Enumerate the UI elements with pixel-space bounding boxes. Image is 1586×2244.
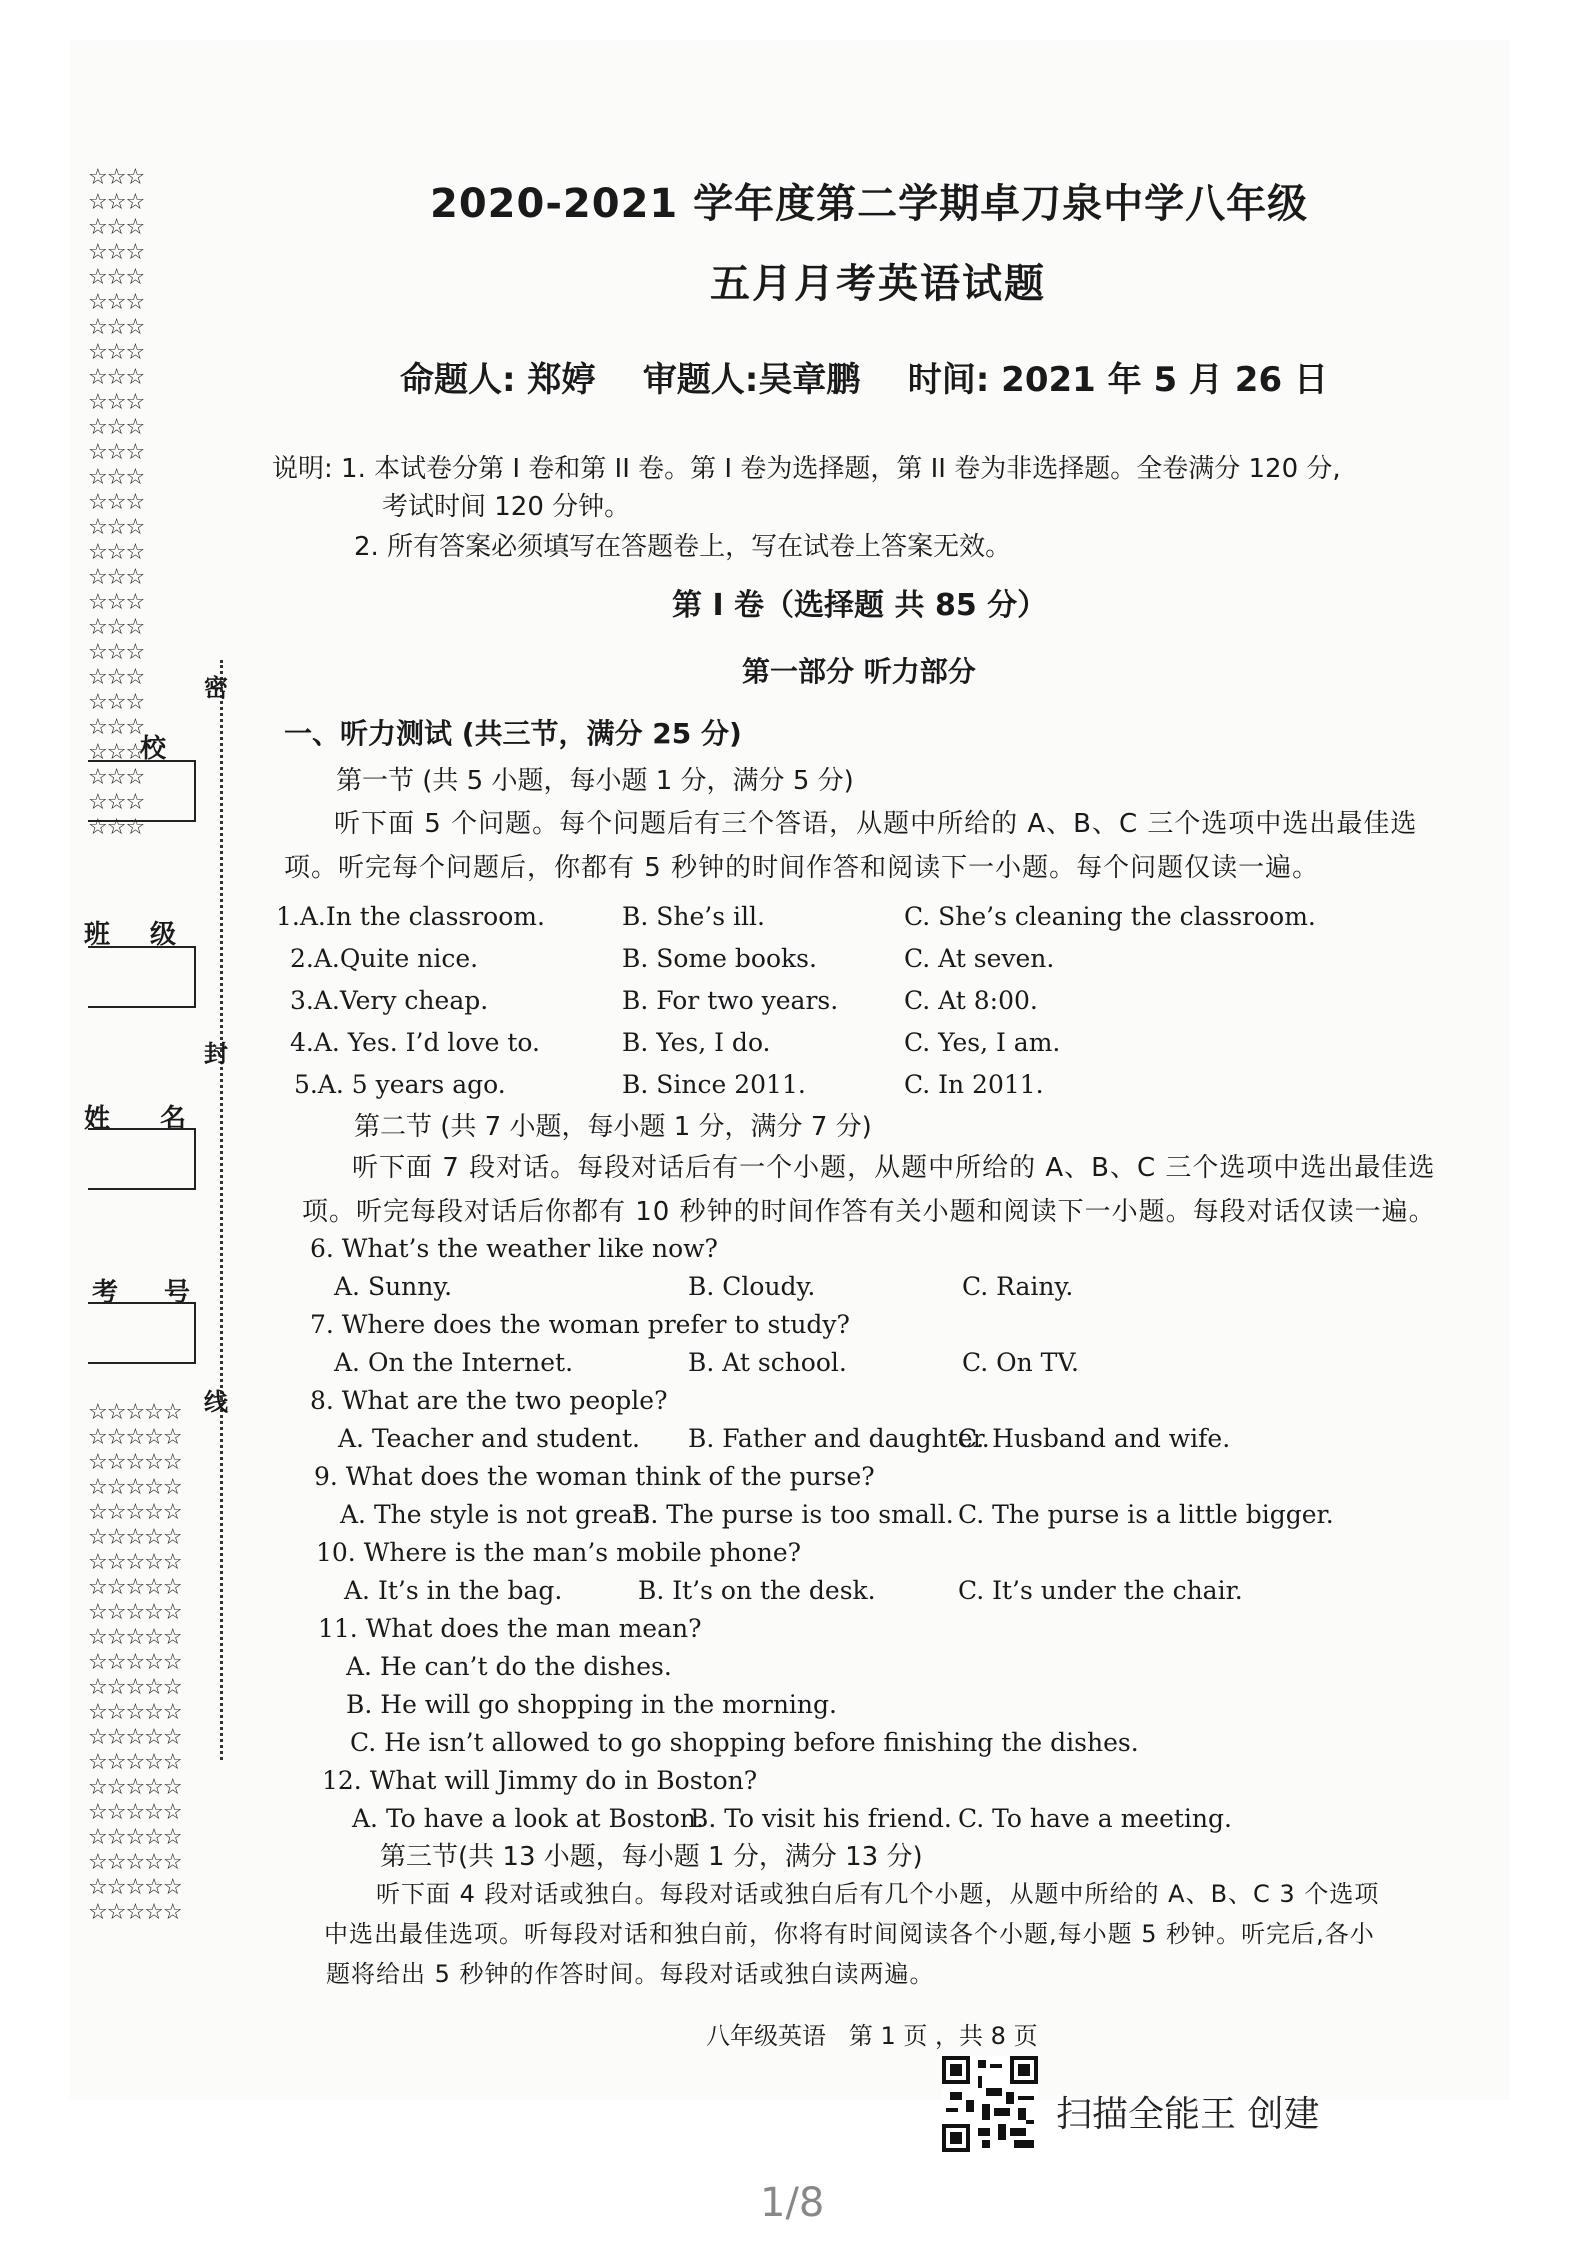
q10: 10. Where is the man’s mobile phone?: [316, 1538, 802, 1567]
part-title: 第一部分 听力部分: [742, 655, 976, 688]
section1-desc-line2: 项。听完每个问题后，你都有 5 秒钟的时间作答和阅读下一小题。每个问题仅读一遍。: [284, 853, 1320, 883]
q8-a: A. Teacher and student.: [338, 1424, 641, 1453]
q11: 11. What does the man mean?: [318, 1614, 702, 1643]
instruction-1b: 考试时间 120 分钟。: [382, 492, 631, 522]
s1-item4-b: B. Yes, I do.: [622, 1028, 771, 1057]
q7: 7. Where does the woman prefer to study?: [310, 1310, 850, 1339]
q9-b: B. The purse is too small.: [632, 1500, 954, 1529]
qr-code-icon: [942, 2056, 1038, 2152]
exam-no-label-b: 号: [164, 1278, 221, 1308]
q9-a: A. The style is not great.: [340, 1500, 651, 1529]
s1-item5-c: C. In 2011.: [904, 1070, 1044, 1099]
page-footer: 八年级英语 第 1 页 ，共 8 页: [706, 2022, 1038, 2050]
q6: 6. What’s the weather like now?: [310, 1234, 718, 1263]
exam-no-box: [88, 1302, 196, 1364]
q12: 12. What will Jimmy do in Boston?: [322, 1766, 758, 1795]
class-box: [88, 946, 196, 1008]
s1-item3-c: C. At 8:00.: [904, 986, 1038, 1015]
scanner-watermark: 扫描全能王 创建: [1056, 2094, 1320, 2135]
q8: 8. What are the two people?: [310, 1386, 668, 1415]
s1-item5-b: B. Since 2011.: [622, 1070, 806, 1099]
seal-char-1: 密: [204, 674, 228, 702]
exam-authors: 命题人: 郑婷 审题人:吴章鹏 时间: 2021 年 5 月 26 日: [400, 360, 1328, 400]
volume-title: 第 I 卷（选择题 共 85 分）: [672, 588, 1048, 623]
exam-title-line2: 五月月考英语试题: [710, 261, 1046, 307]
decorative-stars-top: ☆☆☆ ☆☆☆ ☆☆☆ ☆☆☆ ☆☆☆ ☆☆☆ ☆☆☆ ☆☆☆ ☆☆☆ ☆☆☆ ☆☆☆ ☆☆☆ ☆☆☆ ☆☆☆ ☆☆☆ ☆☆☆ ☆☆☆ ☆☆☆ ☆☆☆ ☆☆☆ ☆☆☆ ☆☆☆ ☆☆☆ ☆☆☆ ☆☆☆ ☆☆☆ ☆☆☆: [88, 165, 145, 840]
q9-c: C. The purse is a little bigger.: [958, 1500, 1334, 1529]
page-indicator: 1/8: [760, 2180, 825, 2226]
listening-title: 一、听力测试 (共三节，满分 25 分): [284, 717, 742, 750]
s1-item5-a: 5.A. 5 years ago.: [294, 1070, 506, 1099]
name-label-b: 名: [160, 1104, 217, 1134]
q6-a: A. Sunny.: [334, 1272, 453, 1301]
seal-char-2: 封: [204, 1040, 228, 1068]
s1-item1-b: B. She’s ill.: [622, 902, 765, 931]
q12-a: A. To have a look at Boston.: [352, 1804, 704, 1833]
q10-a: A. It’s in the bag.: [344, 1576, 563, 1605]
s1-item4-a: 4.A. Yes. I’d love to.: [290, 1028, 540, 1057]
section3-desc-line2: 中选出最佳选项。听每段对话和独白前，你将有时间阅读各个小题,每小题 5 秒钟。听完后,各小: [324, 1920, 1375, 1948]
s1-item1-c: C. She’s cleaning the classroom.: [904, 902, 1316, 931]
q10-c: C. It’s under the chair.: [958, 1576, 1243, 1605]
s1-item1-a: 1.A.In the classroom.: [276, 902, 545, 931]
seal-dotted-line: [220, 660, 223, 1760]
s1-item3-b: B. For two years.: [622, 986, 839, 1015]
q12-b: B. To visit his friend.: [690, 1804, 952, 1833]
decorative-stars-bottom: ☆☆☆☆☆ ☆☆☆☆☆ ☆☆☆☆☆ ☆☆☆☆☆ ☆☆☆☆☆ ☆☆☆☆☆ ☆☆☆☆☆ ☆☆☆☆☆ ☆☆☆☆☆ ☆☆☆☆☆ ☆☆☆☆☆ ☆☆☆☆☆ ☆☆☆☆☆ ☆☆☆☆☆ ☆☆☆☆☆ ☆☆☆☆☆ ☆☆☆☆☆ ☆☆☆☆☆ ☆☆☆☆☆ ☆☆☆☆☆ ☆☆☆☆☆: [88, 1400, 182, 1925]
school-box: [88, 760, 196, 822]
q12-c: C. To have a meeting.: [958, 1804, 1232, 1833]
section2-desc-line2: 项。听完每段对话后你都有 10 秒钟的时间作答有关小题和阅读下一小题。每段对话仅读一遍。: [302, 1197, 1436, 1227]
section3-desc-line3: 题将给出 5 秒钟的作答时间。每段对话或独白读两遍。: [326, 1960, 935, 1988]
exam-title-line1: 2020-2021 学年度第二学期卓刀泉中学八年级: [430, 181, 1309, 227]
section1-desc-line1: 听下面 5 个问题。每个问题后有三个答语，从题中所给的 A、B、C 三个选项中选出最佳选: [334, 809, 1418, 839]
s1-item2-c: C. At seven.: [904, 944, 1055, 973]
q11-a: A. He can’t do the dishes.: [346, 1652, 672, 1681]
name-box: [88, 1128, 196, 1190]
section2-title: 第二节 (共 7 小题，每小题 1 分，满分 7 分): [354, 1112, 872, 1142]
class-label-a: 班: [84, 920, 141, 950]
class-label-b: 级: [150, 920, 207, 950]
q6-c: C. Rainy.: [962, 1272, 1074, 1301]
section1-title: 第一节 (共 5 小题，每小题 1 分，满分 5 分): [336, 766, 854, 796]
s1-item3-a: 3.A.Very cheap.: [290, 986, 489, 1015]
s1-item4-c: C. Yes, I am.: [904, 1028, 1061, 1057]
seal-char-3: 线: [204, 1388, 228, 1416]
q7-a: A. On the Internet.: [334, 1348, 574, 1377]
instruction-2: 2. 所有答案必须填写在答题卷上，写在试卷上答案无效。: [354, 532, 1012, 562]
q8-b: B. Father and daughter.: [688, 1424, 990, 1453]
q11-c: C. He isn’t allowed to go shopping before finishing the dishes.: [350, 1728, 1139, 1757]
exam-no-label-a: 考: [92, 1278, 149, 1308]
q8-c: C. Husband and wife.: [958, 1424, 1231, 1453]
section3-title: 第三节(共 13 小题，每小题 1 分，满分 13 分): [380, 1842, 923, 1872]
section3-desc-line1: 听下面 4 段对话或独白。每段对话或独白后有几个小题，从题中所给的 A、B、C 3 个选项: [376, 1880, 1380, 1908]
section2-desc-line1: 听下面 7 段对话。每段对话后有一个小题，从题中所给的 A、B、C 三个选项中选出最佳选: [352, 1153, 1436, 1183]
q7-b: B. At school.: [688, 1348, 847, 1377]
school-label: 校: [140, 734, 197, 764]
name-label-a: 姓: [84, 1104, 141, 1134]
instruction-1: 说明: 1. 本试卷分第 I 卷和第 II 卷。第 I 卷为选择题，第 II 卷为非选择题。全卷满分 120 分,: [272, 454, 1341, 484]
q6-b: B. Cloudy.: [688, 1272, 816, 1301]
q7-c: C. On TV.: [962, 1348, 1079, 1377]
s1-item2-a: 2.A.Quite nice.: [290, 944, 479, 973]
q11-b: B. He will go shopping in the morning.: [346, 1690, 837, 1719]
s1-item2-b: B. Some books.: [622, 944, 817, 973]
q9: 9. What does the woman think of the purse?: [314, 1462, 875, 1491]
q10-b: B. It’s on the desk.: [638, 1576, 876, 1605]
